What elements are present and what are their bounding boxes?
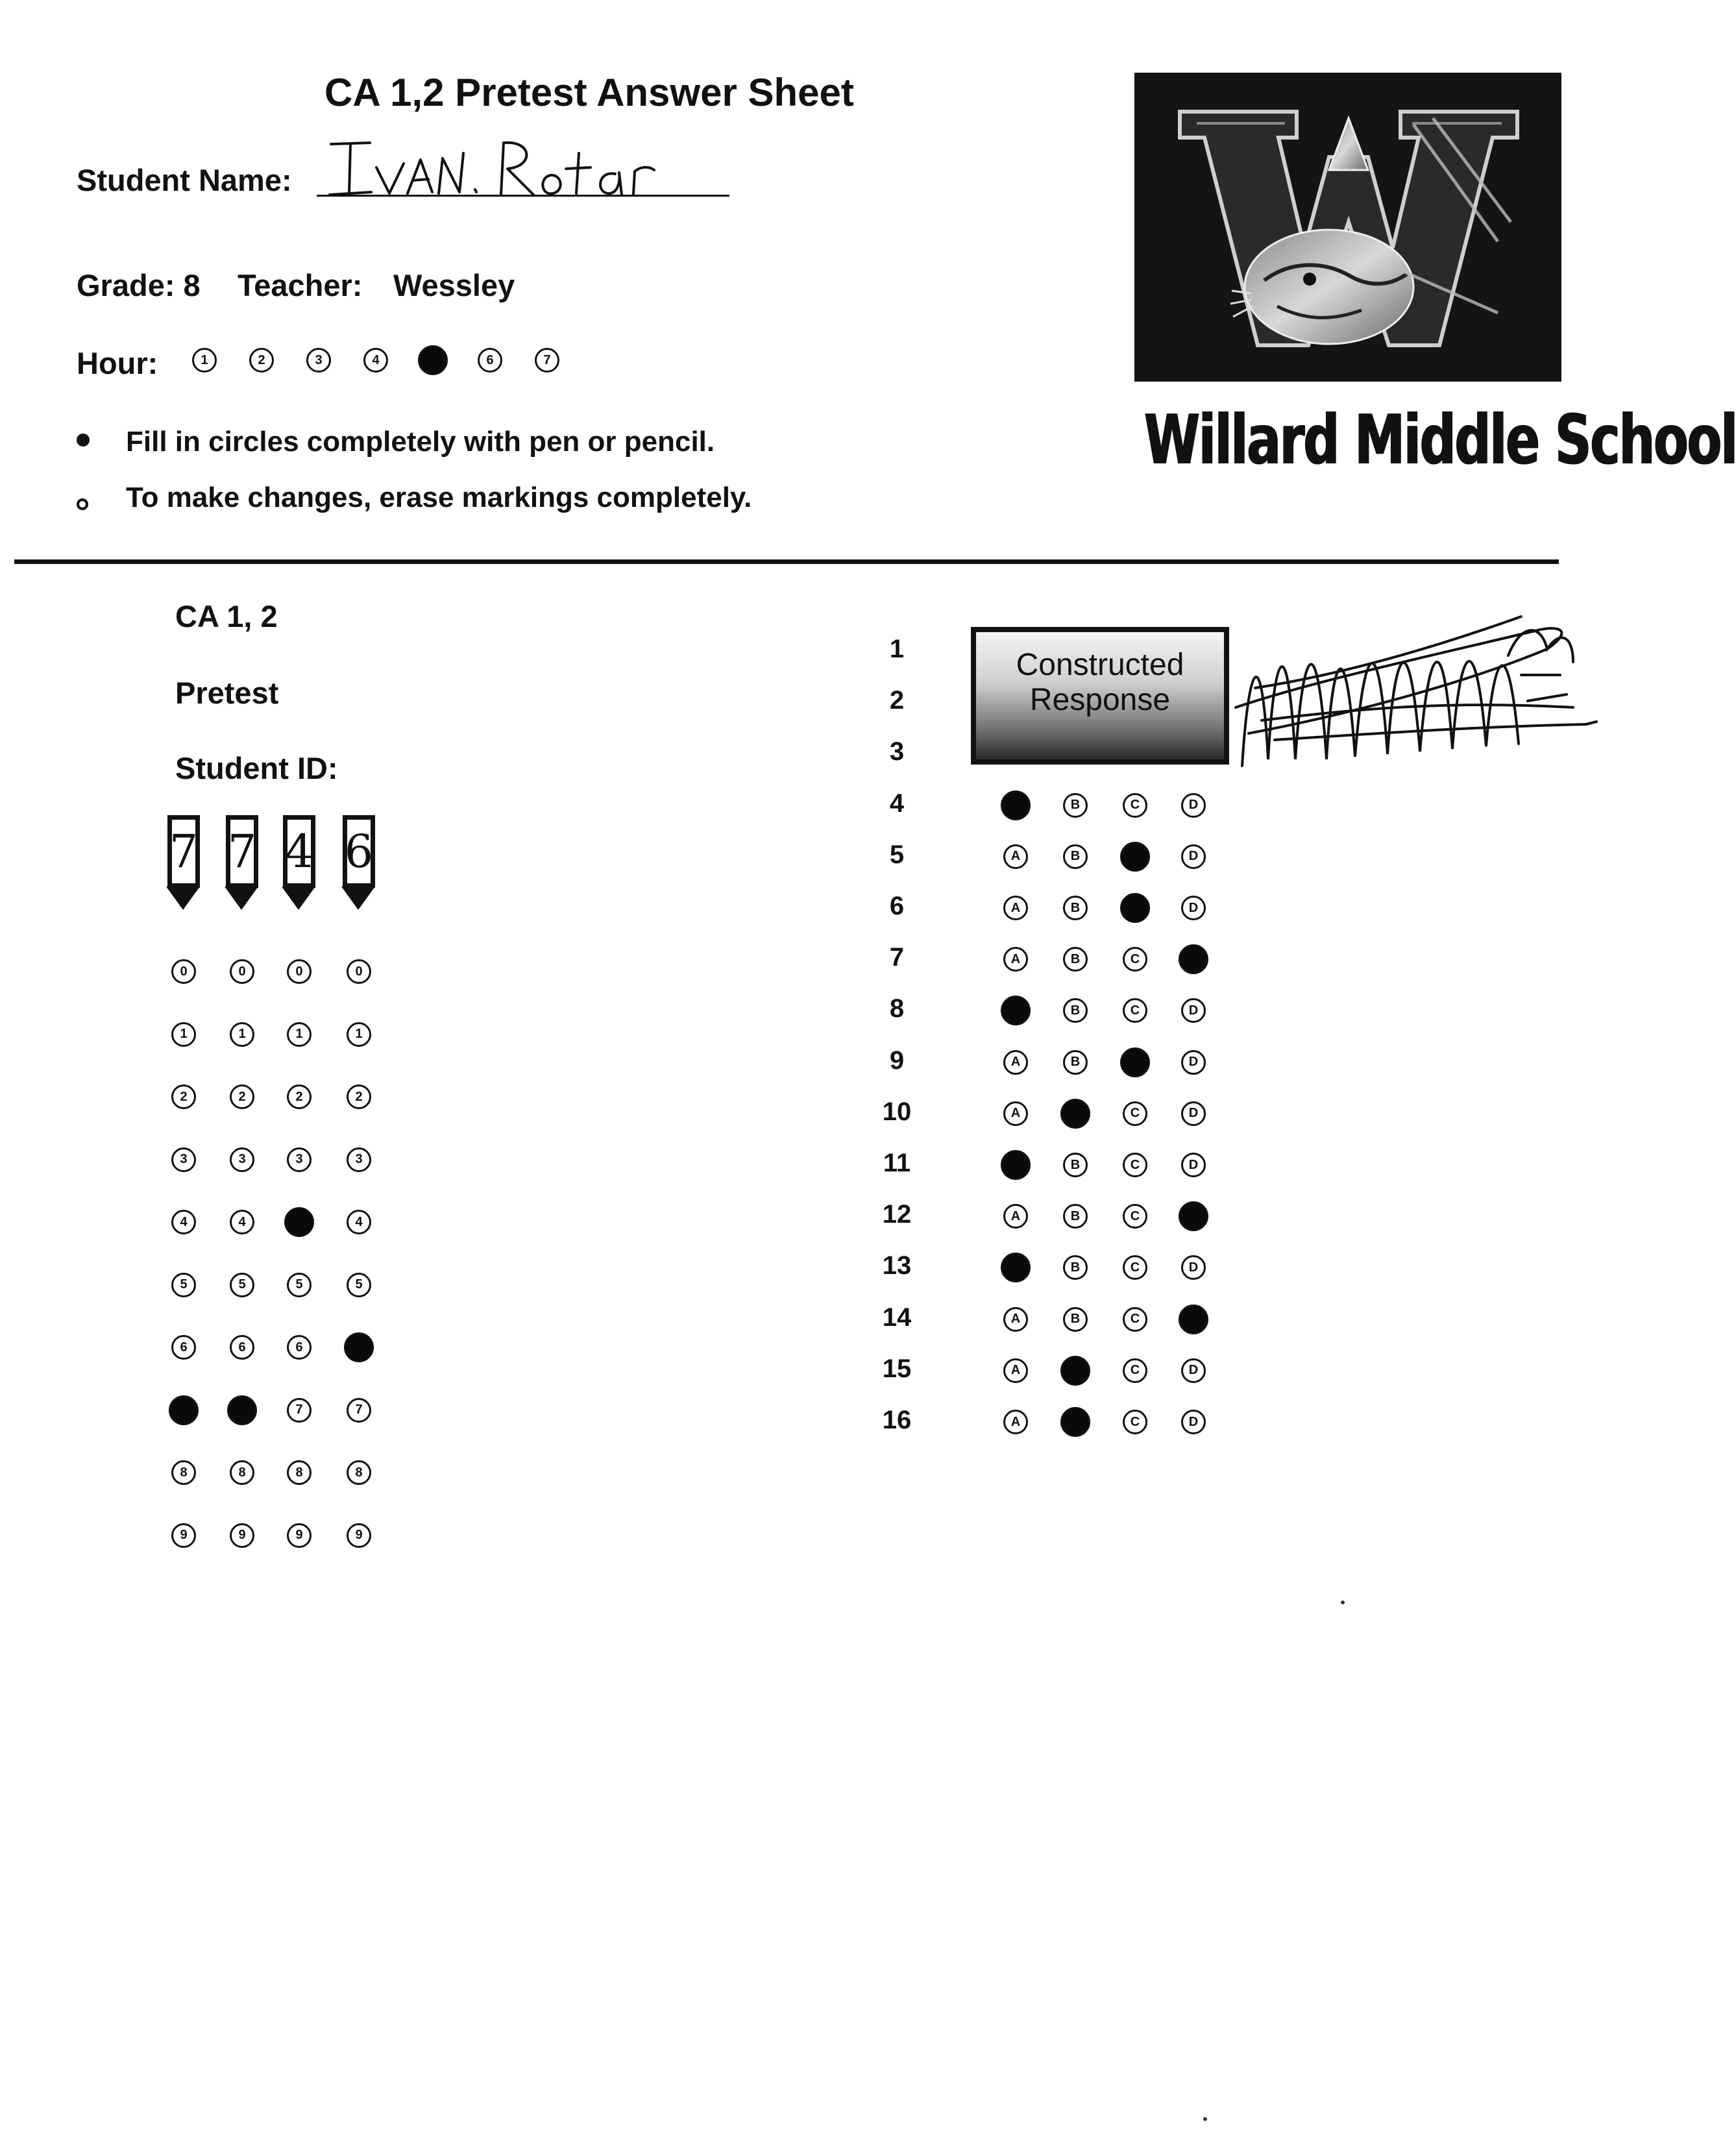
answer-bubble-q13-C[interactable] <box>1123 1255 1147 1280</box>
answer-bubble-q7-C[interactable] <box>1123 947 1147 972</box>
id-bubble-col3-6[interactable] <box>287 1335 312 1360</box>
question-number: 14 <box>882 1303 912 1332</box>
bubble-label: A <box>1010 849 1021 864</box>
bubble-label: 1 <box>238 1027 246 1041</box>
bubble-label: A <box>1010 951 1021 966</box>
bubble-label: C <box>1130 951 1140 966</box>
answer-bubble-q5-A[interactable] <box>1003 844 1028 869</box>
bubble-label: D <box>1188 798 1199 813</box>
bubble-label: C <box>1130 1414 1140 1429</box>
bubble-label: 2 <box>258 352 265 367</box>
bubble-label: 3 <box>315 352 323 367</box>
id-bubble-col2-1[interactable] <box>230 1022 254 1047</box>
id-bubble-col4-1[interactable] <box>347 1022 371 1047</box>
answer-bubble-q6-D[interactable] <box>1181 896 1206 920</box>
bubble-label: 7 <box>543 352 551 367</box>
bubble-label: 8 <box>180 1465 188 1480</box>
id-bubble-col2-9[interactable] <box>230 1523 254 1548</box>
id-bubble-col4-4[interactable] <box>347 1210 371 1234</box>
id-bubble-col1-7[interactable] <box>169 1395 199 1425</box>
hour-bubble-1[interactable] <box>192 348 217 373</box>
question-number: 1 <box>889 635 905 663</box>
question-number: 8 <box>889 994 905 1023</box>
id-bubble-col1-2[interactable] <box>171 1084 196 1109</box>
bubble-label: 0 <box>238 964 246 979</box>
section-divider <box>14 559 1559 564</box>
hour-bubble-7[interactable] <box>535 348 559 373</box>
answer-bubble-q10-C[interactable] <box>1123 1101 1147 1126</box>
answer-bubble-q12-B[interactable] <box>1063 1204 1088 1229</box>
question-number: 15 <box>882 1354 912 1383</box>
page-title: CA 1,2 Pretest Answer Sheet <box>324 71 854 114</box>
bubble-label: A <box>1010 1208 1021 1223</box>
bubble-label: C <box>1130 1312 1140 1327</box>
bubble-label: 7 <box>355 1403 363 1417</box>
bubble-label: 5 <box>238 1277 246 1292</box>
bubble-label: 0 <box>180 964 188 979</box>
question-number: 2 <box>889 686 905 715</box>
question-number: 10 <box>882 1097 912 1126</box>
id-bubble-col2-3[interactable] <box>230 1147 254 1172</box>
bubble-label: B <box>1070 1260 1081 1275</box>
answer-bubble-q5-C[interactable] <box>1120 842 1150 872</box>
bubble-label: C <box>1130 798 1140 813</box>
answer-bubble-q13-B[interactable] <box>1063 1255 1088 1280</box>
answer-bubble-q14-C[interactable] <box>1123 1307 1147 1332</box>
scribble-icon <box>1236 584 1599 779</box>
id-bubble-col3-2[interactable] <box>287 1084 312 1109</box>
answer-bubble-q12-D[interactable] <box>1179 1201 1208 1231</box>
bubble-label: 6 <box>238 1340 246 1354</box>
student-name-field[interactable] <box>324 130 688 204</box>
instruction-1: Fill in circles completely with pen or pencil. <box>126 426 715 458</box>
student-id-digit-box[interactable]: 6 <box>343 815 375 888</box>
answer-bubble-q13-A[interactable] <box>1001 1253 1031 1282</box>
question-number: 4 <box>889 789 905 818</box>
answer-bubble-q11-B[interactable] <box>1063 1153 1088 1177</box>
id-bubble-col2-2[interactable] <box>230 1084 254 1109</box>
id-bubble-col1-5[interactable] <box>171 1273 196 1297</box>
scan-speck <box>1341 1600 1345 1604</box>
question-number: 12 <box>882 1200 912 1229</box>
bubble-label: 3 <box>238 1152 246 1166</box>
bubble-label: 1 <box>180 1027 188 1041</box>
id-bubble-col4-9[interactable] <box>347 1523 371 1548</box>
answer-bubble-q11-A[interactable] <box>1001 1150 1031 1180</box>
bubble-label: A <box>1010 1363 1021 1378</box>
bubble-label: A <box>1010 1414 1021 1429</box>
id-bubble-col3-8[interactable] <box>287 1460 312 1485</box>
bubble-label: 0 <box>355 964 363 979</box>
bubble-label: B <box>1070 1312 1081 1327</box>
answer-bubble-q5-D[interactable] <box>1181 844 1206 869</box>
bubble-label: B <box>1070 1003 1081 1018</box>
down-arrow-icon <box>341 887 375 910</box>
id-bubble-col2-0[interactable] <box>230 959 254 984</box>
bubble-label: 8 <box>238 1465 246 1480</box>
hour-bubble-3[interactable] <box>306 348 331 373</box>
bubble-label: 3 <box>355 1152 363 1166</box>
bubble-label: D <box>1188 1157 1199 1172</box>
bubble-label: A <box>1010 900 1021 915</box>
bubble-label: D <box>1188 1363 1199 1378</box>
hour-bubble-2[interactable] <box>249 348 274 373</box>
answer-bubble-q16-A[interactable] <box>1003 1410 1028 1434</box>
question-number: 6 <box>889 892 905 920</box>
question-number: 5 <box>889 840 905 869</box>
answer-bubble-q4-A[interactable] <box>1001 790 1031 820</box>
answer-bubble-q15-D[interactable] <box>1181 1358 1206 1383</box>
id-bubble-col4-0[interactable] <box>347 959 371 984</box>
hour-bubble-4[interactable] <box>363 348 388 373</box>
answer-bubble-q8-C[interactable] <box>1123 998 1147 1023</box>
answer-bubble-q15-C[interactable] <box>1123 1358 1147 1383</box>
bubble-label: 3 <box>295 1152 303 1166</box>
bubble-label: D <box>1188 849 1199 864</box>
question-number: 7 <box>889 943 905 972</box>
question-number: 13 <box>882 1251 912 1280</box>
bubble-label: 7 <box>295 1403 303 1417</box>
handwritten-name-signature <box>324 130 688 201</box>
constructed-response-box <box>971 627 1229 765</box>
down-arrow-icon <box>282 887 315 910</box>
hour-label: Hour: <box>77 346 158 380</box>
bubble-label: 4 <box>355 1214 363 1229</box>
id-bubble-col3-1[interactable] <box>287 1022 312 1047</box>
bubble-label: 8 <box>355 1465 363 1480</box>
student-id-digit-box[interactable]: 7 <box>167 815 200 888</box>
bubble-label: 5 <box>355 1277 363 1292</box>
student-name-label: Student Name: <box>77 163 292 197</box>
bubble-label: 9 <box>295 1528 303 1542</box>
answer-bubble-q7-B[interactable] <box>1063 947 1088 972</box>
bubble-label: 0 <box>295 964 303 979</box>
school-name-wordmark: Willard Middle School <box>1143 401 1736 480</box>
answer-bubble-q12-A[interactable] <box>1003 1204 1028 1229</box>
bubble-label: 9 <box>180 1528 188 1542</box>
id-bubble-col3-4[interactable] <box>284 1207 314 1237</box>
id-bubble-col3-9[interactable] <box>287 1523 312 1548</box>
answer-bubble-q13-D[interactable] <box>1181 1255 1206 1280</box>
bubble-label: D <box>1188 900 1199 915</box>
bubble-label: 6 <box>295 1340 303 1354</box>
id-bubble-col4-5[interactable] <box>347 1273 371 1297</box>
test-code-label: CA 1, 2 <box>175 599 278 633</box>
hour-bubble-6[interactable] <box>478 348 502 373</box>
bubble-label: 8 <box>295 1465 303 1480</box>
answer-bubble-q9-D[interactable] <box>1181 1050 1206 1075</box>
id-bubble-col4-7[interactable] <box>347 1398 371 1423</box>
bubble-label: A <box>1010 1312 1021 1327</box>
bubble-label: D <box>1188 1414 1199 1429</box>
id-bubble-col2-6[interactable] <box>230 1335 254 1360</box>
answer-bubble-q11-C[interactable] <box>1123 1153 1147 1177</box>
answer-bubble-q14-D[interactable] <box>1179 1305 1208 1334</box>
bubble-label: 6 <box>180 1340 188 1354</box>
school-logo <box>1134 73 1561 382</box>
answer-bubble-q10-A[interactable] <box>1003 1101 1028 1126</box>
student-id-digit-box[interactable]: 7 <box>226 815 258 888</box>
bubble-label: 2 <box>180 1089 188 1104</box>
student-id-digit-box[interactable]: 4 <box>283 815 315 888</box>
bubble-label: A <box>1010 1055 1021 1070</box>
bubble-label: D <box>1188 1055 1199 1070</box>
answer-bubble-q6-C[interactable] <box>1120 893 1150 923</box>
bubble-label: 1 <box>295 1027 303 1041</box>
answer-bubble-q9-A[interactable] <box>1003 1050 1028 1075</box>
bubble-label: A <box>1010 1106 1021 1121</box>
id-bubble-col2-8[interactable] <box>230 1460 254 1485</box>
question-number: 9 <box>889 1046 905 1075</box>
answer-bubble-q7-A[interactable] <box>1003 947 1028 972</box>
bubble-label: 2 <box>238 1089 246 1104</box>
id-bubble-col1-3[interactable] <box>171 1147 196 1172</box>
down-arrow-icon <box>166 887 200 910</box>
id-bubble-col4-8[interactable] <box>347 1460 371 1485</box>
id-bubble-col3-7[interactable] <box>287 1398 312 1423</box>
answer-bubble-q10-B[interactable] <box>1060 1099 1090 1129</box>
bubble-label: 2 <box>295 1089 303 1104</box>
wildcat-w-logo-icon <box>1134 73 1561 382</box>
scribble-marks <box>1236 584 1599 782</box>
hour-bubble-5[interactable] <box>418 345 448 375</box>
bubble-label: D <box>1188 1106 1199 1121</box>
answer-bubble-q6-A[interactable] <box>1003 896 1028 920</box>
bubble-label: B <box>1070 1055 1081 1070</box>
answer-bubble-q16-D[interactable] <box>1181 1410 1206 1434</box>
bullet-icon <box>77 434 90 447</box>
answer-bubble-q4-B[interactable] <box>1063 793 1088 818</box>
teacher-label: Teacher: <box>238 268 363 302</box>
id-bubble-col3-5[interactable] <box>287 1273 312 1297</box>
answer-bubble-q5-B[interactable] <box>1063 844 1088 869</box>
bubble-label: C <box>1130 1003 1140 1018</box>
answer-bubble-q8-A[interactable] <box>1001 996 1031 1025</box>
bullet-icon <box>77 498 88 510</box>
bubble-label: 3 <box>180 1152 188 1166</box>
bubble-label: C <box>1130 1157 1140 1172</box>
bubble-label: 2 <box>355 1089 363 1104</box>
student-id-label: Student ID: <box>175 751 338 785</box>
answer-bubble-q12-C[interactable] <box>1123 1204 1147 1229</box>
instruction-2: To make changes, erase markings completely. <box>126 482 752 513</box>
answer-bubble-q8-D[interactable] <box>1181 998 1206 1023</box>
constructed-response-label: Constructed <box>1016 648 1184 682</box>
bubble-label: B <box>1070 951 1081 966</box>
bubble-label: C <box>1130 1106 1140 1121</box>
scan-speck <box>1203 2117 1207 2121</box>
bubble-label: 1 <box>201 352 208 367</box>
question-number: 3 <box>889 737 905 766</box>
bubble-label: C <box>1130 1260 1140 1275</box>
answer-bubble-q9-C[interactable] <box>1120 1047 1150 1077</box>
id-bubble-col4-6[interactable] <box>344 1332 374 1362</box>
id-bubble-col1-0[interactable] <box>171 959 196 984</box>
id-bubble-col4-3[interactable] <box>347 1147 371 1172</box>
down-arrow-icon <box>225 887 258 910</box>
test-type-label: Pretest <box>175 676 279 710</box>
answer-bubble-q4-D[interactable] <box>1181 793 1206 818</box>
id-bubble-col2-4[interactable] <box>230 1210 254 1234</box>
bubble-label: 4 <box>238 1214 246 1229</box>
bubble-label: 9 <box>355 1528 363 1542</box>
id-bubble-col1-6[interactable] <box>171 1335 196 1360</box>
id-bubble-col3-0[interactable] <box>287 959 312 984</box>
bubble-label: B <box>1070 849 1081 864</box>
answer-bubble-q11-D[interactable] <box>1181 1153 1206 1177</box>
answer-bubble-q16-B[interactable] <box>1060 1407 1090 1437</box>
bubble-label: 6 <box>486 352 494 367</box>
id-bubble-col3-3[interactable] <box>287 1147 312 1172</box>
id-bubble-col1-1[interactable] <box>171 1022 196 1047</box>
id-bubble-col1-8[interactable] <box>171 1460 196 1485</box>
bubble-label: 1 <box>355 1027 363 1041</box>
bubble-label: B <box>1070 1157 1081 1172</box>
id-bubble-col1-9[interactable] <box>171 1523 196 1548</box>
bubble-label: D <box>1188 1260 1199 1275</box>
teacher-name: Wessley <box>393 268 515 302</box>
bubble-label: D <box>1188 1003 1199 1018</box>
answer-bubble-q7-D[interactable] <box>1179 944 1208 974</box>
bubble-label: B <box>1070 900 1081 915</box>
question-number: 16 <box>882 1406 912 1434</box>
bubble-label: B <box>1070 1208 1081 1223</box>
bubble-label: C <box>1130 1208 1140 1223</box>
bubble-label: 5 <box>295 1277 303 1292</box>
answer-bubble-q8-B[interactable] <box>1063 998 1088 1023</box>
answer-bubble-q4-C[interactable] <box>1123 793 1147 818</box>
bubble-label: B <box>1070 798 1081 813</box>
answer-bubble-q10-D[interactable] <box>1181 1101 1206 1126</box>
bubble-label: 4 <box>372 352 380 367</box>
grade-label: Grade: 8 <box>77 268 201 302</box>
answer-bubble-q9-B[interactable] <box>1063 1050 1088 1075</box>
bubble-label: 9 <box>238 1528 246 1542</box>
bubble-label: 4 <box>180 1214 188 1229</box>
answer-bubble-q15-B[interactable] <box>1060 1356 1090 1386</box>
bubble-label: 5 <box>180 1277 188 1292</box>
bubble-label: C <box>1130 1363 1140 1378</box>
id-bubble-col4-2[interactable] <box>347 1084 371 1109</box>
id-bubble-col2-5[interactable] <box>230 1273 254 1297</box>
answer-bubble-q14-A[interactable] <box>1003 1307 1028 1332</box>
constructed-response-label: Response <box>1029 683 1171 717</box>
id-bubble-col2-7[interactable] <box>227 1395 257 1425</box>
answer-bubble-q6-B[interactable] <box>1063 896 1088 920</box>
answer-bubble-q16-C[interactable] <box>1123 1410 1147 1434</box>
answer-bubble-q14-B[interactable] <box>1063 1307 1088 1332</box>
question-number: 11 <box>883 1149 911 1177</box>
id-bubble-col1-4[interactable] <box>171 1210 196 1234</box>
answer-bubble-q15-A[interactable] <box>1003 1358 1028 1383</box>
